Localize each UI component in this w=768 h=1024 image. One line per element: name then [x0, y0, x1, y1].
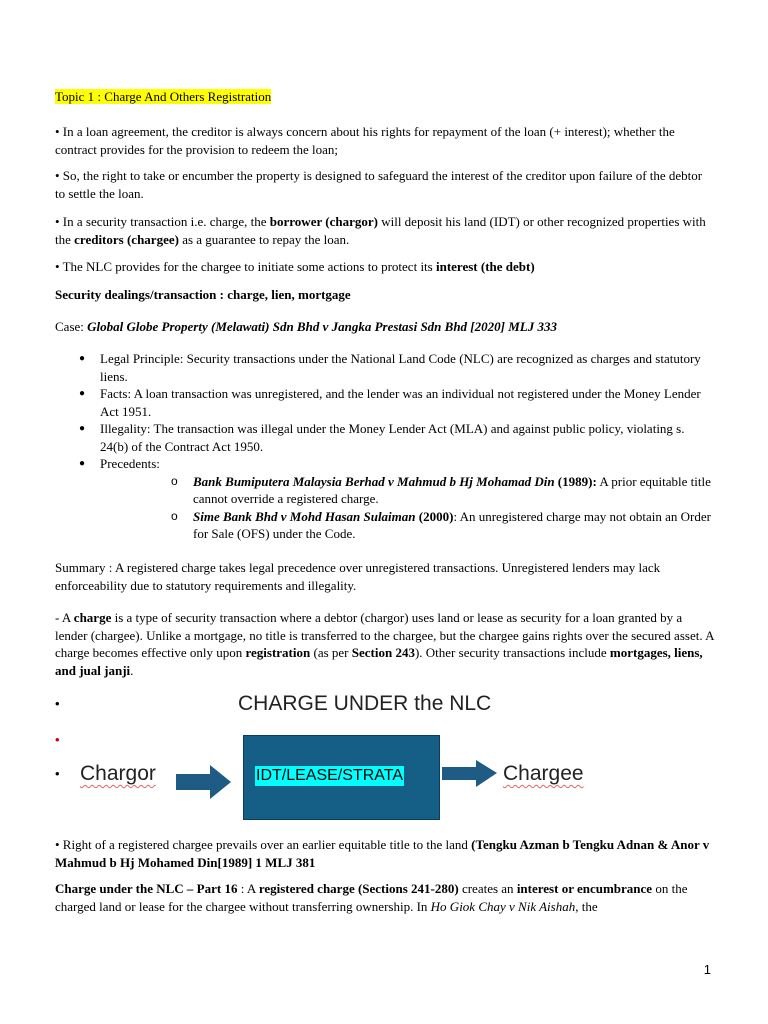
topic-title: [55, 88, 715, 106]
page-number: 1: [703, 962, 711, 977]
paragraph-nlc-provides: • The NLC provides for the chargee to initiate some actions to protect its interest (the debt): [55, 259, 535, 274]
topic-highlight: Topic 1 : Charge And Others Registration: [55, 89, 272, 104]
right-arrow-icon: [442, 760, 498, 788]
case-bullet-list: [55, 350, 715, 543]
paragraph-security-transaction: • In a security transaction i.e. charge, the borrower (chargor) will deposit his land (IDT) or other recognized properties with the creditors (chargee) as a guarantee to repay the loan.: [55, 214, 706, 247]
right-arrow-icon: [176, 764, 232, 800]
diagram-bullet-3: •: [55, 766, 60, 781]
paragraph-charge-part16: Charge under the NLC – Part 16 : A registered charge (Sections 241-280) creates an interest or encumbrance on the charged land or lease for the chargee without transferring ownership. In Ho Giok Chay v Nik Aishah, the: [55, 881, 688, 914]
diagram-bullet-1: •: [55, 696, 60, 711]
diagram-bullet-2: •: [55, 732, 60, 747]
paragraph-registered-chargee: • Right of a registered chargee prevails over an earlier equitable title to the land (Tengku Azman b Tengku Adnan & Anor v Mahmud b Hj Mohamed Din[1989] 1 MLJ 381: [55, 837, 710, 870]
list-item-illegality: ● Illegality: The transaction was illegal under the Money Lender Act (MLA) and against public policy, violating s. 24(b) of the Contract Act 1950.: [55, 420, 715, 455]
summary-paragraph: Summary : A registered charge takes legal precedence over unregistered transactions. Unregistered lenders may lack enforceability due to statutory requirements and illegality.: [55, 560, 661, 593]
diagram-title: CHARGE UNDER the NLC: [238, 692, 492, 715]
precedent-sime-bank: o Sime Bank Bhd v Mohd Hasan Sulaiman (2000): An unregistered charge may not obtain an Order for Sale (OFS) under the Code.: [147, 508, 715, 543]
charge-diagram: [40, 690, 740, 825]
diagram-center-label: IDT/LEASE/STRATA: [256, 767, 403, 784]
precedent-bank-bumiputera: o Bank Bumiputera Malaysia Berhad v Mahmud b Hj Mohamad Din (1989): A prior equitable title cannot override a registered charge.: [147, 473, 715, 508]
heading-security-dealings: Security dealings/transaction : charge, lien, mortgage: [55, 287, 351, 302]
diagram-chargor-label: Chargor: [80, 762, 156, 785]
paragraph-right-to-encumber: • So, the right to take or encumber the property is designed to safeguard the interest of the creditor upon failure of the debtor to settle the loan.: [55, 168, 703, 201]
diagram-chargee-label: Chargee: [503, 762, 584, 785]
list-item-precedents: ● Precedents: o Bank Bumiputera Malaysia Berhad v Mahmud b Hj Mohamad Din (1989): A prior equitable title cannot override a registered charge. o Sime Bank Bhd v Mohd Hasan Sulaiman (2000): An unregistered charge may not obtain an Order for Sale (OFS) under the Code.: [55, 455, 715, 543]
precedents-sublist: [100, 473, 715, 543]
paragraph-loan-agreement: • In a loan agreement, the creditor is always concern about his rights for repayment of the loan (+ interest); whether the contract provides for the provision to redeem the loan;: [55, 124, 675, 157]
list-item-facts: ● Facts: A loan transaction was unregistered, and the lender was an individual not registered under the Money Lender Act 1951.: [55, 385, 715, 420]
paragraph-charge-definition: - A charge is a type of security transaction where a debtor (chargor) uses land or lease as security for a loan granted by a lender (chargee). Unlike a mortgage, no title is transferred to the chargee, but the chargee gains rights over the secured asset. A charge becomes effective only upon registration (as per Section 243). Other security transactions include mortgages, liens, and jual janji.: [55, 610, 714, 678]
list-item-legal-principle: ● Legal Principle: Security transactions under the National Land Code (NLC) are recognized as charges and statutory liens.: [55, 350, 715, 385]
case-citation: Case: Global Globe Property (Melawati) Sdn Bhd v Jangka Prestasi Sdn Bhd [2020] MLJ 333: [55, 319, 557, 334]
